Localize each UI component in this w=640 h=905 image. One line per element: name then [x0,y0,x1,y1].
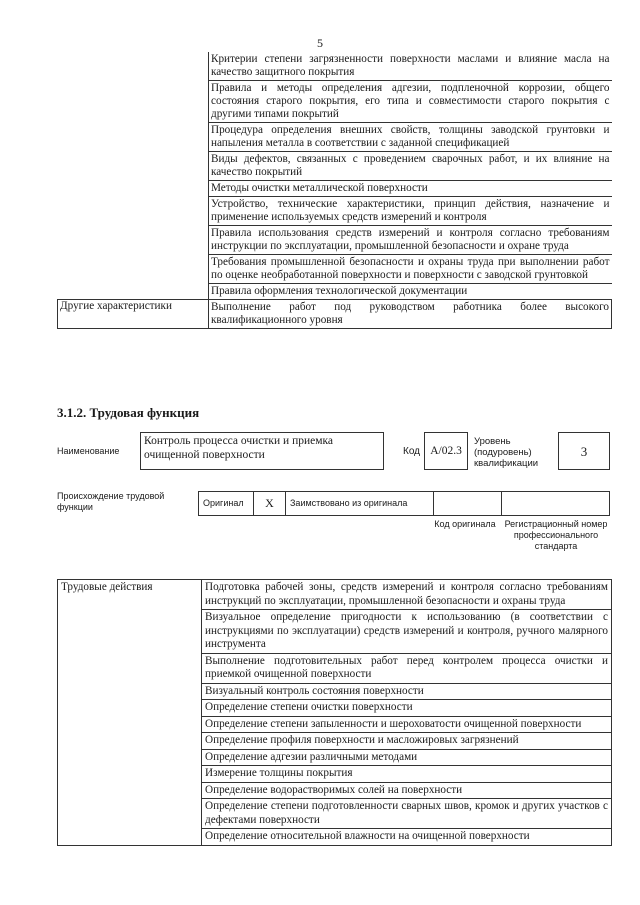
knowledge-row: Требования промышленной безопасности и охраны труда при выполнении работ по оценке необработанной поверхности и поверхности с заводской грунтовкой [209,255,612,284]
level-value: 3 [558,432,610,470]
knowledge-row: Методы очистки металлической поверхности [209,181,612,197]
borrowed-label: Заимствовано из оригинала [286,492,434,515]
code-original-cell [434,492,502,515]
labor-action-row: Визуальный контроль состояния поверхности [202,683,612,700]
page-number: 5 [317,36,323,50]
labor-action-row: Выполнение подготовительных работ перед контролем процесса очистки и приемкой очищенной поверхности [202,653,612,683]
knowledge-row: Процедура определения внешних свойств, толщины заводской грунтовки и напыления металла в соответствии с заданной спецификацией [209,123,612,152]
code-original-caption: Код оригинала [434,519,496,529]
labor-action-row: Определение адгезии различными методами [202,749,612,766]
level-label: Уровень (подуровень) квалификации [474,436,539,469]
code-label: Код [403,446,421,457]
origin-label: Происхождение трудовой функции [57,491,165,512]
knowledge-row: Правила оформления технологической документации [209,284,612,300]
labor-action-row: Определение водорастворимых солей на поверхности [202,782,612,799]
origin-row [198,491,610,516]
labor-action-row: Определение степени запыленности и шероховатости очищенной поверхности [202,716,612,733]
labor-action-row: Определение профиля поверхности и масложировых загрязнений [202,733,612,750]
function-code-value: A/02.3 [424,432,468,470]
knowledge-row: Устройство, технические характеристики, принцип действия, назначение и применение используемых средств измерений и контроля [209,197,612,226]
labor-action-row: Измерение толщины покрытия [202,766,612,783]
labor-action-row: Визуальное определение пригодности к использованию (в соответствии с инструкциями по эксплуатации) средств измерений и контроля, ручного малярного инструмента [202,610,612,654]
knowledge-row: Правила и методы определения адгезии, подпленочной коррозии, общего состояния старого покрытия, его типа и совместимости старого покрытия с другими типами покрытий [209,81,612,123]
reg-number-caption: Регистрационный номер профессионального стандарта [504,519,608,551]
labor-actions-table [57,579,612,846]
labor-action-row: Определение степени подготовленности сварных швов, кромок и других участков с дефектами поверхности [202,799,612,829]
section-title: 3.1.2. Трудовая функция [57,405,200,420]
labor-action-row: Подготовка рабочей зоны, средств измерений и контроля согласно требованиям инструкций по эксплуатации, промышленной безопасности и охраны труда [202,580,612,610]
reg-number-cell [502,492,609,515]
original-label: Оригинал [199,492,254,515]
knowledge-table [57,52,612,329]
original-mark: X [254,492,286,515]
knowledge-row: Критерии степени загрязненности поверхности маслами и влияние масла на качество защитного покрытия [209,52,612,81]
name-label: Наименование [57,446,120,456]
knowledge-row: Правила использования средств измерений и контроля согласно требованиям инструкции по эксплуатации, промышленной безопасности и охране труда [209,226,612,255]
labor-action-row: Определение относительной влажности на очищенной поверхности [202,829,612,846]
function-name-value: Контроль процесса очистки и приемка очищенной поверхности [140,432,384,470]
knowledge-row: Виды дефектов, связанных с проведением сварочных работ, и их влияние на качество покрытий [209,152,612,181]
other-characteristics-label: Другие характеристики [58,300,209,329]
other-characteristics-value: Выполнение работ под руководством работника более высокого квалификационного уровня [209,300,612,329]
labor-actions-label: Трудовые действия [58,580,202,846]
labor-action-row: Определение степени очистки поверхности [202,700,612,717]
